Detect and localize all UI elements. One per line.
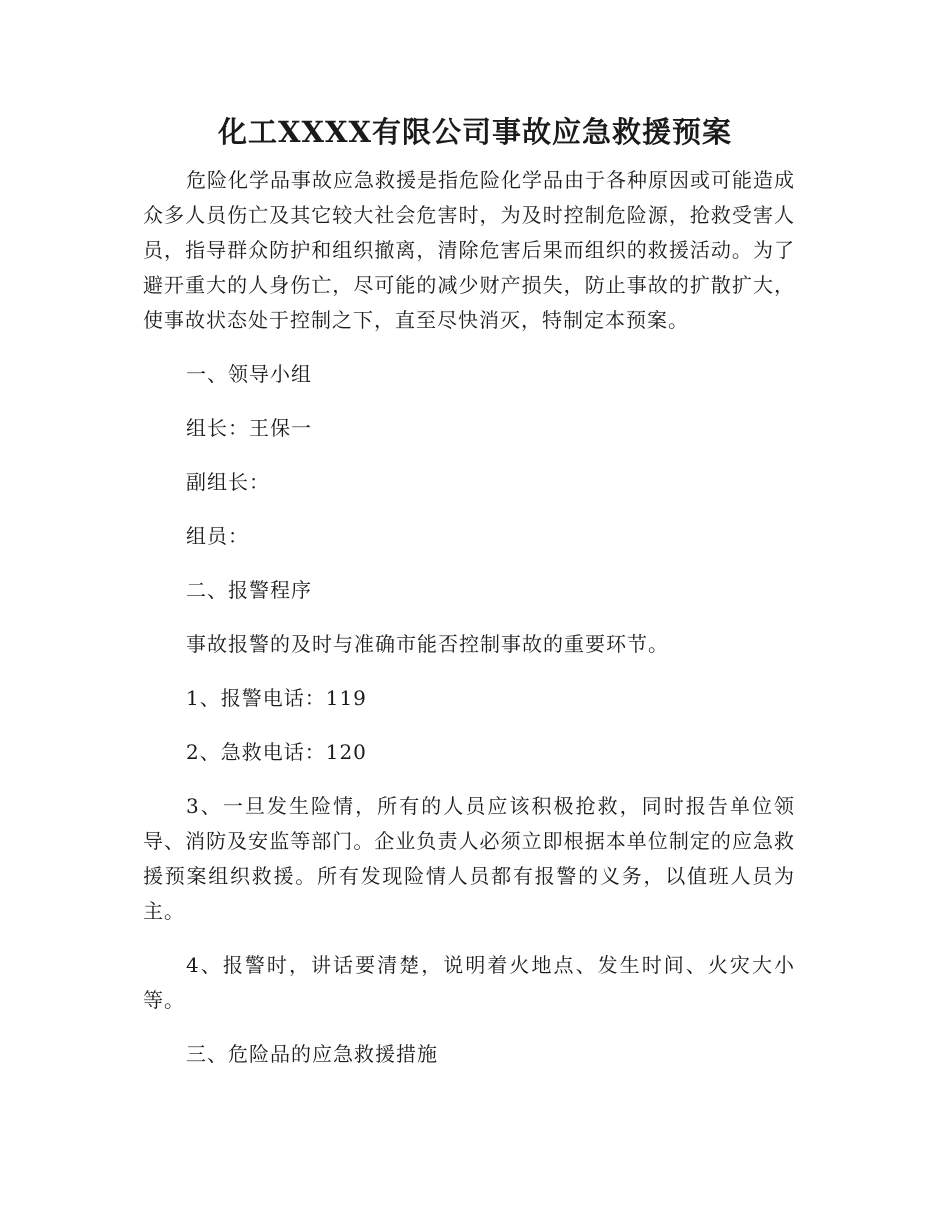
section-heading-alarm: 二、报警程序 <box>186 578 312 602</box>
document-body <box>143 163 795 1091</box>
section-heading-leadership: 一、领导小组 <box>186 362 312 386</box>
paragraph-intro: 危险化学品事故应急救援是指危险化学品由于各种原因或可能造成众多人员伤亡及其它较大社会危害时，为及时控制危险源，抢救受害人员，指导群众防护和组织撤离，清除危害后果而组织的救援活动。为了避开重大的人身伤亡，尽可能的减少财产损失，防止事故的扩散扩大，使事故状态处于控制之下，直至尽快消灭，特制定本预案。 <box>143 168 795 332</box>
paragraph-alarm-instructions: 4、报警时，讲话要清楚，说明着火地点、发生时间、火灾大小等。 <box>143 953 795 1012</box>
paragraph-alarm-importance: 事故报警的及时与准确市能否控制事故的重要环节。 <box>186 632 669 656</box>
paragraph-deputy-leader: 副组长： <box>186 470 270 494</box>
paragraph-leader: 组长：王保一 <box>186 416 312 440</box>
paragraph-emergency-phone: 2、急救电话：120 <box>186 740 367 764</box>
paragraph-danger-response: 3、一旦发生险情，所有的人员应该积极抢救，同时报告单位领导、消防及安监等部门。企业负责人必须立即根据本单位制定的应急救援预案组织救援。所有发现险情人员都有报警的义务，以值班人员为主。 <box>143 794 795 923</box>
paragraph-fire-phone: 1、报警电话：119 <box>186 686 367 710</box>
section-heading-rescue-measures: 三、危险品的应急救援措施 <box>186 1042 438 1066</box>
document-title: 化工XXXX有限公司事故应急救援预案 <box>217 115 732 149</box>
paragraph-members: 组员： <box>186 524 249 548</box>
